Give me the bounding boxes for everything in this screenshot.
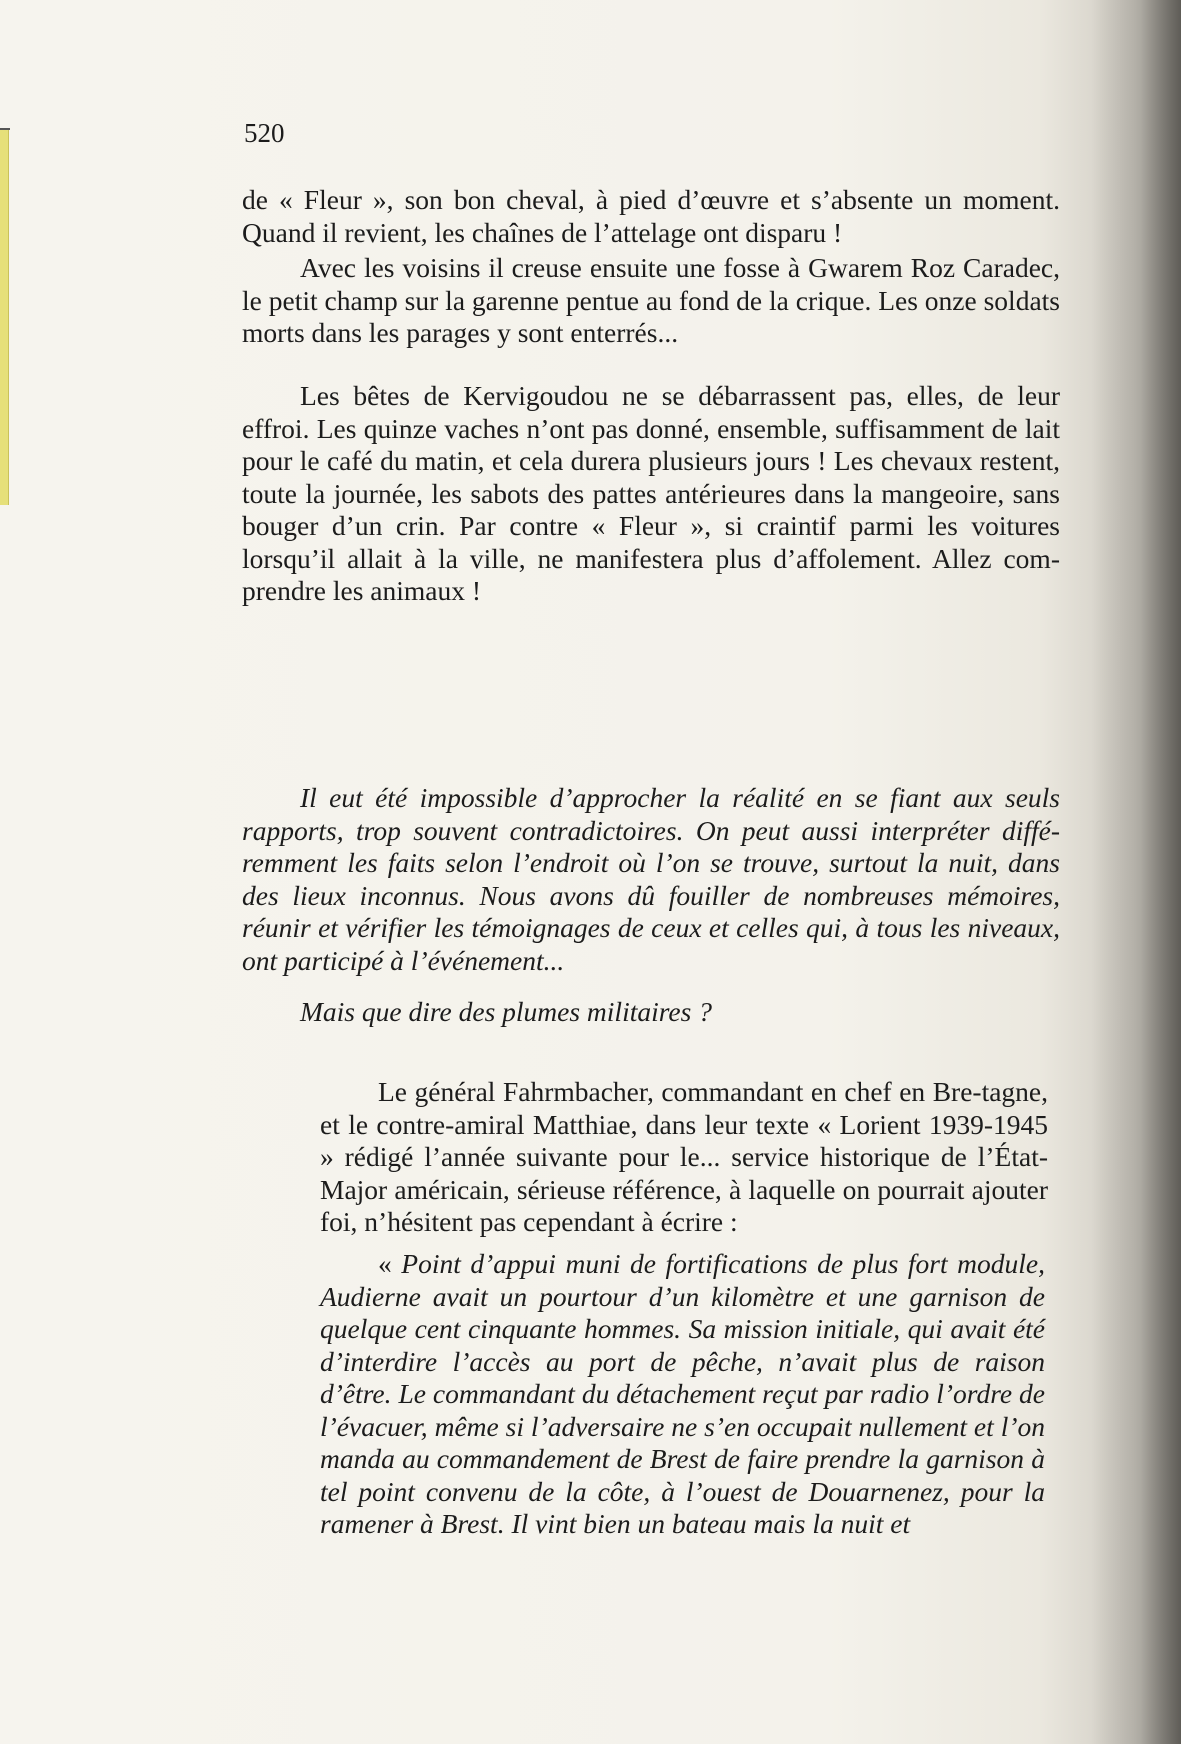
paragraph-4 [242, 782, 1060, 977]
quotation-text [320, 1248, 1045, 1541]
paragraph-5 [242, 996, 1060, 1029]
binding-shadow [1091, 0, 1181, 1744]
quotation-open-mark: « [378, 1248, 402, 1279]
paragraph-6-text: Le général Fahrmbacher, commandant en chef en Bre-tagne, et le contre-amiral Matthiae, dans leur texte « Lorient 1939-1945 » rédigé l’année suivante pour le... service historique de l’État-Major américain, sérieuse référence, à laquelle on pourrait ajouter foi, n’hésitent pas cependant à écrire : [320, 1076, 1048, 1237]
paragraph-1 [242, 184, 1060, 249]
paragraph-5-text: Mais que dire des plumes militaires ? [300, 996, 712, 1027]
paragraph-3-text: Les bêtes de Kervigoudou ne se débarrassent pas, elles, de leur effroi. Les quinze vaches n’ont pas donné, ensemble, suffisamment de lait pour le café du matin, et cela durera plusieurs jours ! Les chevaux restent, toute la journée, les sabots des pattes antérieures dans la mangeoire, sans bouger d’un crin. Par contre « Fleur », si craintif parmi les voitures lorsqu’il allait à la ville, ne manifestera plus d’affolement. Allez com-prendre les animaux ! [242, 380, 1060, 606]
paragraph-2 [242, 252, 1060, 350]
quotation [320, 1248, 1045, 1541]
paragraph-2-text: Avec les voisins il creuse ensuite une fosse à Gwarem Roz Caradec, le petit champ sur la garenne pentue au fond de la crique. Les onze soldats morts dans les parages y sont enterrés... [242, 252, 1060, 348]
page-number: 520 [244, 118, 285, 148]
margin-tick [0, 128, 10, 130]
yellow-margin-tab [0, 130, 9, 505]
paragraph-1-text: de « Fleur », son bon cheval, à pied d’œuvre et s’absente un moment. Quand il revient, les chaînes de l’attelage ont disparu ! [242, 184, 1060, 248]
paragraph-3 [242, 380, 1060, 608]
quotation-body: Point d’appui muni de fortifications de plus fort module, Audierne avait un pourtour d’un kilomètre et une garnison de quelque cent cinquante hommes. Sa mission initiale, qui avait été d’interdire l’accès au port de pêche, n’avait plus de raison d’être. Le commandant du détachement reçut par radio l’ordre de l’évacuer, même si l’adversaire ne s’en occupait nullement et l’on manda au commandement de Brest de faire prendre la garnison à tel point convenu de la côte, à l’ouest de Douarnenez, pour la ramener à Brest. Il vint bien un bateau mais la nuit et [320, 1248, 1045, 1539]
paragraph-6 [320, 1076, 1048, 1239]
paragraph-4-text: Il eut été impossible d’approcher la réalité en se fiant aux seuls rapports, trop souvent contradictoires. On peut aussi interpréter diffé-remment les faits selon l’endroit où l’on se trouve, surtout la nuit, dans des lieux inconnus. Nous avons dû fouiller de nombreuses mémoires, réunir et vérifier les témoignages de ceux et celles qui, à tous les niveaux, ont participé à l’événement... [242, 782, 1060, 976]
